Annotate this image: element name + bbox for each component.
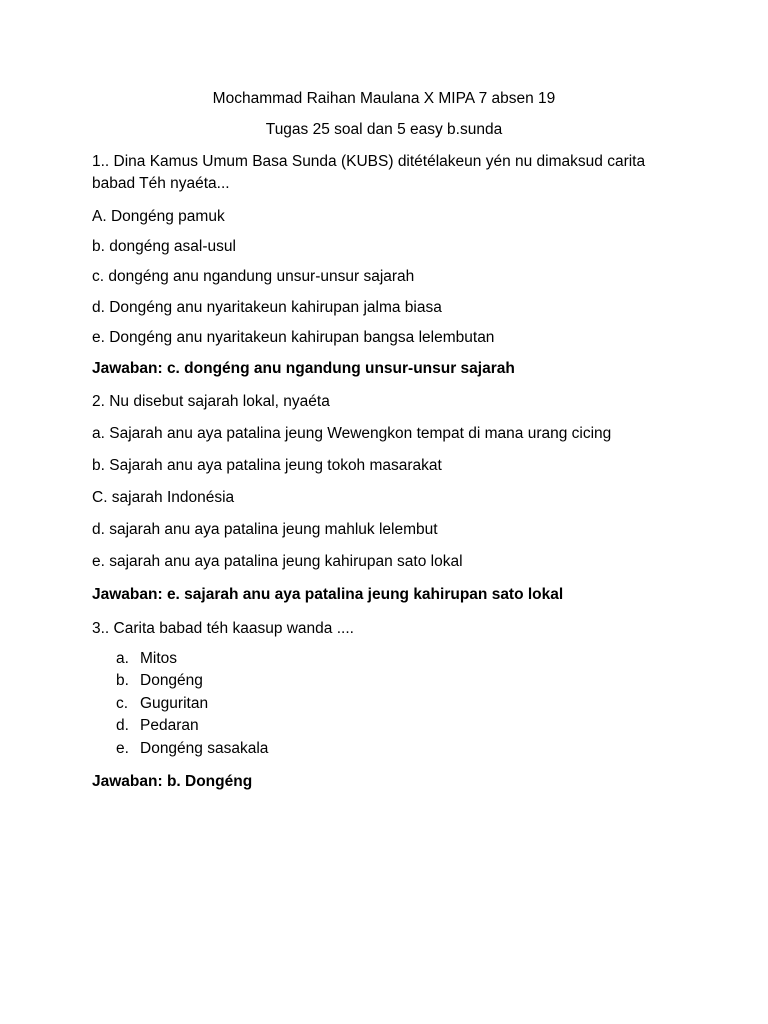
q2-option-e: e. sajarah anu aya patalina jeung kahirupan sato lokal — [92, 553, 463, 570]
q2-answer: Jawaban: e. sajarah anu aya patalina jeung kahirupan sato lokal — [92, 586, 564, 603]
q3-answer: Jawaban: b. Dongéng — [92, 773, 253, 790]
q1-option-e: e. Dongéng anu nyaritakeun kahirupan bangsa lelembutan — [92, 329, 495, 346]
q1-option-b: b. dongéng asal-usul — [92, 238, 236, 255]
question-2: 2. Nu disebut sajarah lokal, nyaéta — [92, 393, 330, 410]
q2-option-d: d. sajarah anu aya patalina jeung mahluk lelembut — [92, 521, 438, 538]
task-line: Tugas 25 soal dan 5 easy b.sunda — [265, 121, 503, 138]
question-3: 3.. Carita babad téh kaasup wanda .... — [92, 620, 354, 637]
list-marker: d. — [116, 717, 129, 734]
list-marker: a. — [116, 650, 129, 667]
question-1: 1.. Dina Kamus Umum Basa Sunda (KUBS) ditétélakeun yén nu dimaksud carita babad Téh nyaéta... — [92, 153, 646, 192]
list-text: Pedaran — [140, 717, 199, 734]
list-marker: e. — [116, 740, 129, 757]
list-marker: c. — [116, 695, 129, 712]
q1-answer: Jawaban: c. dongéng anu ngandung unsur-unsur sajarah — [92, 360, 515, 377]
list-text: Dongéng sasakala — [140, 740, 269, 757]
q2-option-b: b. Sajarah anu aya patalina jeung tokoh masarakat — [92, 457, 442, 474]
q1-option-a: A. Dongéng pamuk — [92, 208, 225, 225]
q1-option-d: d. Dongéng anu nyaritakeun kahirupan jalma biasa — [92, 299, 442, 316]
list-text: Guguritan — [140, 695, 209, 712]
author-line: Mochammad Raihan Maulana X MIPA 7 absen 19 — [212, 90, 556, 107]
q2-option-a: a. Sajarah anu aya patalina jeung Wewengkon tempat di mana urang cicing — [92, 425, 612, 442]
list-marker: b. — [116, 672, 129, 689]
q2-option-c: C. sajarah Indonésia — [92, 489, 235, 506]
list-text: Mitos — [140, 650, 178, 667]
list-text: Dongéng — [140, 672, 203, 689]
q1-option-c: c. dongéng anu ngandung unsur-unsur sajarah — [92, 268, 415, 285]
